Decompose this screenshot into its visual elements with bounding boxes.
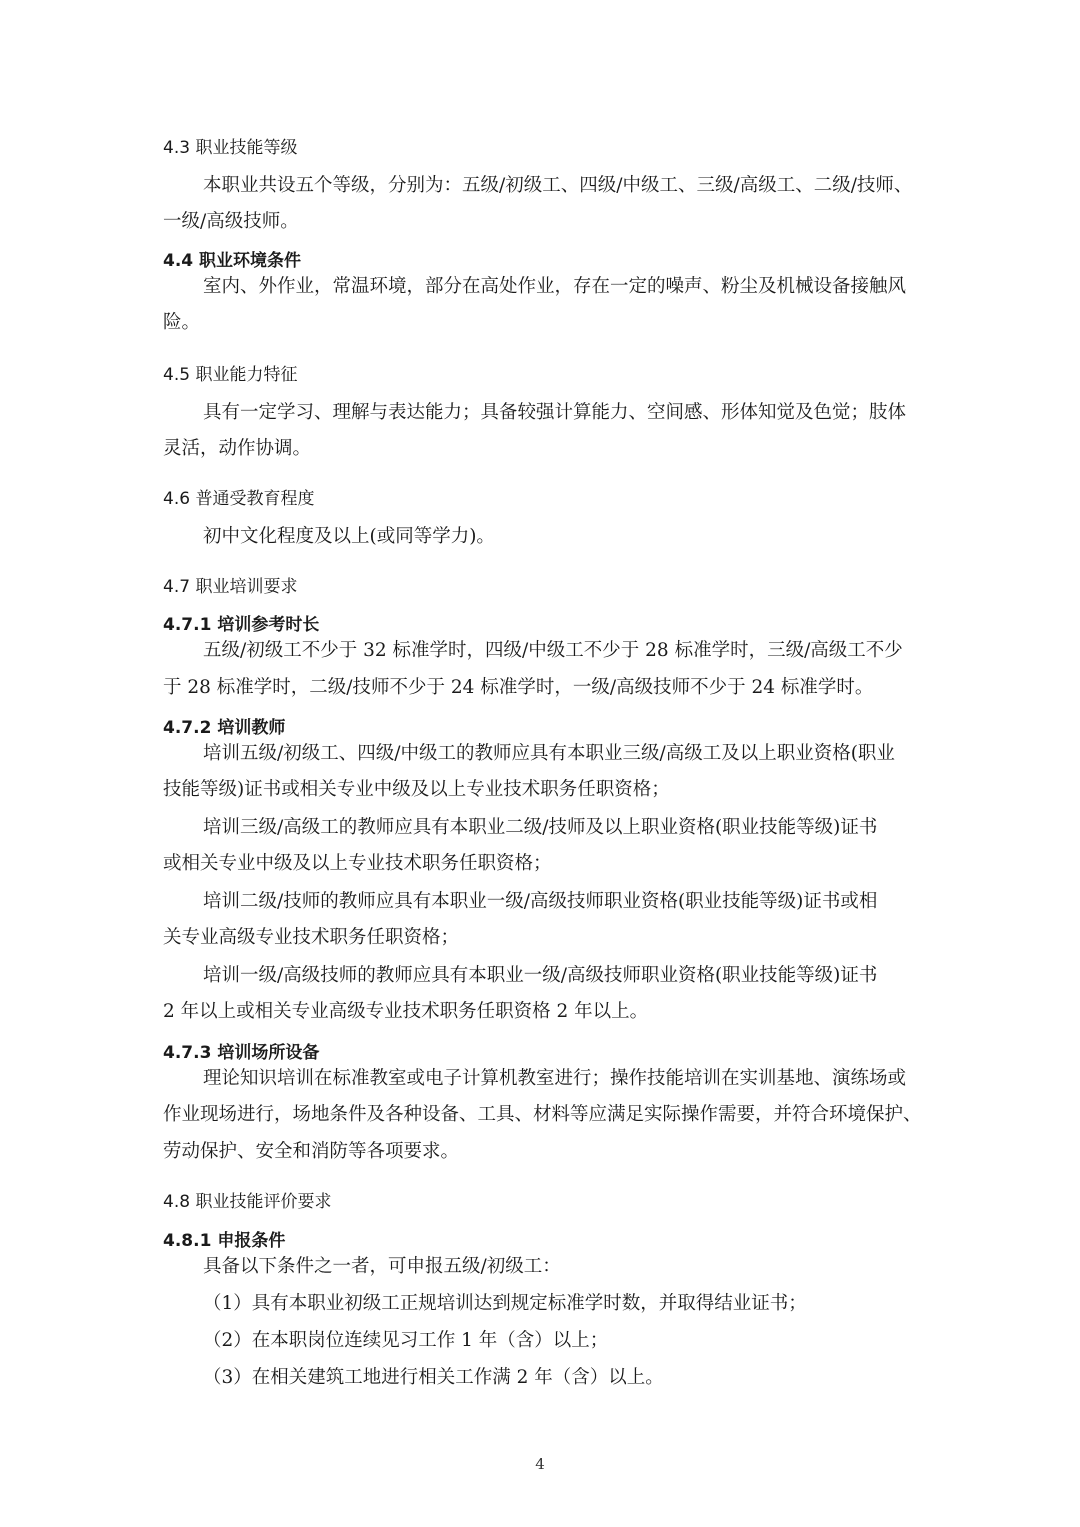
paragraph-line: 五级/初级工不少于 32 标准学时，四级/中级工不少于 28 标准学时，三级/高级工不少 <box>203 640 903 661</box>
heading-4-8: 4.8 职业技能评价要求 <box>163 1192 332 1212</box>
paragraph-line: 理论知识培训在标准教室或电子计算机教室进行；操作技能培训在实训基地、演练场或 <box>203 1068 907 1089</box>
paragraph-line: 险。 <box>163 312 201 333</box>
heading-4-7-3: 4.7.3 培训场所设备 <box>163 1043 320 1063</box>
paragraph-line: 或相关专业中级及以上专业技术职务任职资格； <box>163 853 552 874</box>
heading-4-6: 4.6 普通受教育程度 <box>163 489 315 509</box>
heading-4-5: 4.5 职业能力特征 <box>163 365 298 385</box>
heading-4-3: 4.3 职业技能等级 <box>163 138 298 158</box>
page-number: 4 <box>535 1455 545 1473</box>
paragraph-line: 具有一定学习、理解与表达能力；具备较强计算能力、空间感、形体知觉及色觉；肢体 <box>203 402 907 423</box>
paragraph-line: 一级/高级技师。 <box>163 211 299 232</box>
paragraph-line: 具备以下条件之一者，可申报五级/初级工： <box>203 1256 561 1277</box>
heading-4-7: 4.7 职业培训要求 <box>163 577 298 597</box>
paragraph-line: 技能等级)证书或相关专业中级及以上专业技术职务任职资格； <box>163 779 670 800</box>
paragraph-line: 关专业高级专业技术职务任职资格； <box>163 927 460 948</box>
heading-4-8-1: 4.8.1 申报条件 <box>163 1231 286 1251</box>
paragraph-line: 培训三级/高级工的教师应具有本职业二级/技师及以上职业资格(职业技能等级)证书 <box>203 817 878 838</box>
heading-4-7-1: 4.7.1 培训参考时长 <box>163 615 320 635</box>
heading-4-7-2: 4.7.2 培训教师 <box>163 718 286 738</box>
paragraph-line: 劳动保护、安全和消防等各项要求。 <box>163 1141 460 1162</box>
paragraph-line: 作业现场进行，场地条件及各种设备、工具、材料等应满足实际操作需要，并符合环境保护、 <box>163 1104 922 1125</box>
paragraph-line: 于 28 标准学时，二级/技师不少于 24 标准学时，一级/高级技师不少于 24 标准学时。 <box>163 677 874 698</box>
paragraph-line: 2 年以上或相关专业高级专业技术职务任职资格 2 年以上。 <box>163 1001 649 1022</box>
paragraph-line: 初中文化程度及以上(或同等学力)。 <box>203 526 495 547</box>
paragraph-line: 灵活，动作协调。 <box>163 438 312 459</box>
paragraph-line: 室内、外作业，常温环境，部分在高处作业，存在一定的噪声、粉尘及机械设备接触风 <box>203 276 907 297</box>
paragraph-line: 培训五级/初级工、四级/中级工的教师应具有本职业三级/高级工及以上职业资格(职业 <box>203 743 895 764</box>
paragraph-line: 本职业共设五个等级，分别为：五级/初级工、四级/中级工、三级/高级工、二级/技师、 <box>203 175 913 196</box>
paragraph-line: 培训一级/高级技师的教师应具有本职业一级/高级技师职业资格(职业技能等级)证书 <box>203 965 878 986</box>
list-item: （2）在本职岗位连续见习工作 1 年（含）以上； <box>203 1330 609 1351</box>
paragraph-line: 培训二级/技师的教师应具有本职业一级/高级技师职业资格(职业技能等级)证书或相 <box>203 891 878 912</box>
heading-4-4: 4.4 职业环境条件 <box>163 251 302 271</box>
list-item: （3）在相关建筑工地进行相关工作满 2 年（含）以上。 <box>203 1367 664 1388</box>
list-item: （1）具有本职业初级工正规培训达到规定标准学时数，并取得结业证书； <box>203 1293 807 1314</box>
